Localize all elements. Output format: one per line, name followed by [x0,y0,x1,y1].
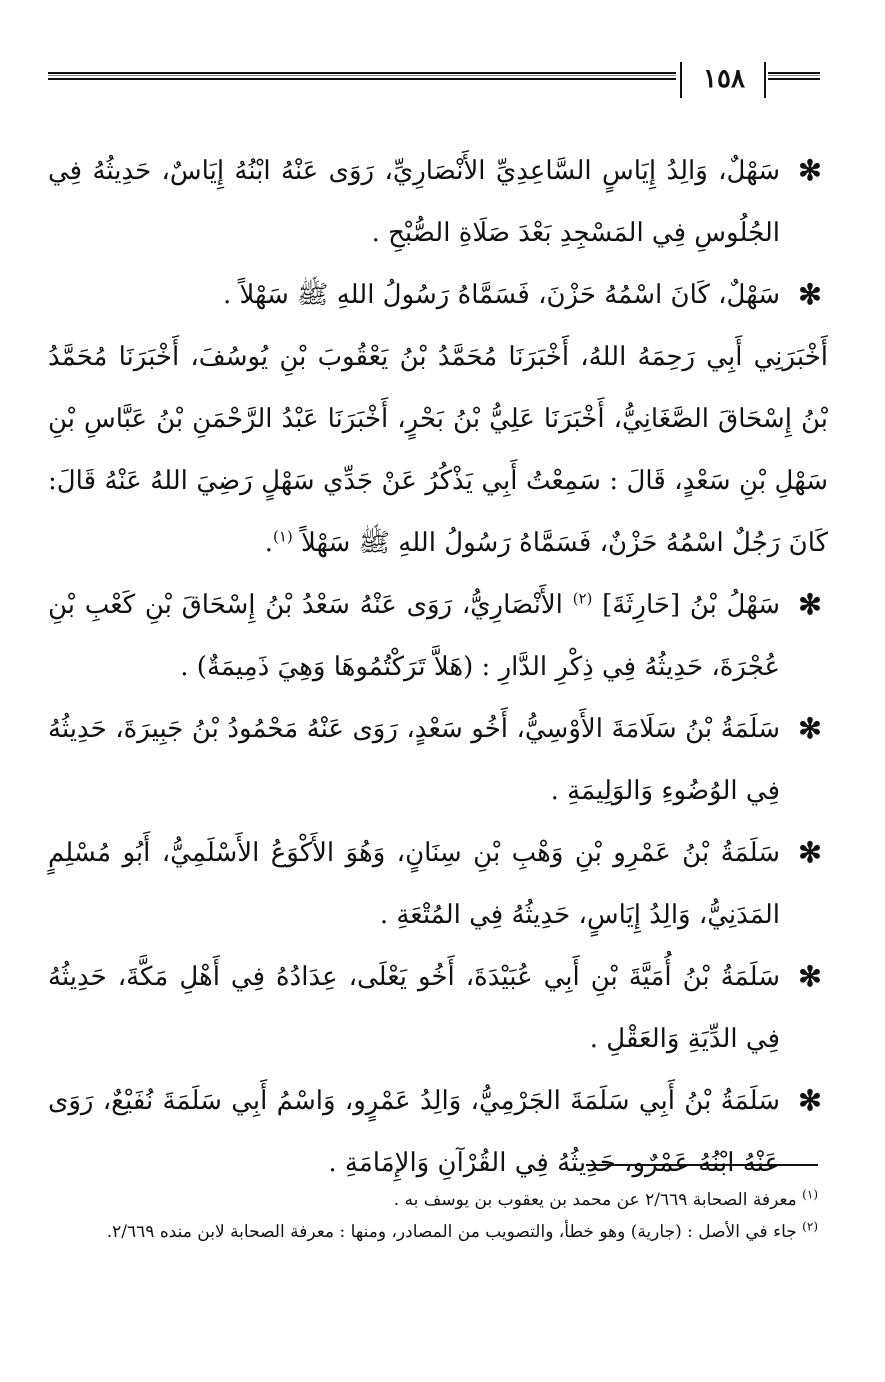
star-icon: ✻ [798,154,822,187]
star-icon: ✻ [798,278,822,311]
star-icon: ✻ [798,836,822,869]
header-divider [764,62,766,98]
entry-salama-ibn-abi-salama [48,1070,828,1194]
star-icon: ✻ [798,588,822,621]
entry-sahl-father-of-iyas [48,140,828,264]
entry-tail: الأَنْصَارِيُّ، رَوَى عَنْهُ سَعْدُ بْنُ إِسْحَاقَ بْنِ كَعْبِ بْنِ عُجْرَةَ، حَدِيثُهُ فِي ذِكْرِ الدَّارِ : (هَلاَّ تَرَكْتُمُوهَا وَهِيَ ذَمِيمَةٌ) . [48,590,780,682]
header-divider [680,62,682,98]
star-icon: ✻ [798,712,822,745]
paragraph-text: أَخْبَرَنِي أَبِي رَحِمَهُ اللهُ، أَخْبَرَنَا مُحَمَّدُ بْنُ يَعْقُوبَ بْنِ يُوسُفَ، أَخْبَرَنَا مُحَمَّدُ بْنُ إِسْحَاقَ الصَّغَانِيُّ، أَخْبَرَنَا عَلِيُّ بْنُ بَحْرٍ، أَخْبَرَنَا عَبْدُ الرَّحْمَنِ بْنُ عَبَّاسِ بْنِ سَهْلِ بْنِ سَعْدٍ، قَالَ : سَمِعْتُ أَبِي يَذْكُرُ عَنْ جَدِّي سَهْلٍ رَضِيَ اللهُ عَنْهُ قَالَ: كَانَ رَجُلٌ اسْمُهُ حَزْنٌ، فَسَمَّاهُ رَسُولُ اللهِ ﷺ سَهْلاً [48,342,828,558]
footnote-separator [586,1164,818,1166]
entry-text: سَلَمَةُ بْنُ أَبِي سَلَمَةَ الجَرْمِيُّ، وَالِدُ عَمْرٍو، وَاسْمُ أَبِي سَلَمَةَ نُفَيْعٌ، رَوَى عَنْهُ ابْنُهُ عَمْرٌو، حَدِيثُهُ فِي القُرْآنِ وَالإِمَامَةِ . [48,1086,780,1178]
footnote-ref[interactable]: (١) [272,527,293,546]
footnotes [48,1184,818,1248]
entry-text: سَهْلٌ، وَالِدُ إِيَاسٍ السَّاعِدِيِّ الأَنْصَارِيِّ، رَوَى عَنْهُ ابْنُهُ إِيَاسٌ، حَدِيثُهُ فِي الجُلُوسِ فِي المَسْجِدِ بَعْدَ صَلَاةِ الصُّبْحِ . [48,156,780,248]
star-icon: ✻ [798,960,822,993]
entry-salama-ibn-salama [48,698,828,822]
entry-sahl-ibn-haritha [48,574,828,698]
entry-text: سَلَمَةُ بْنُ أُمَيَّةَ بْنِ أَبِي عُبَيْدَةَ، أَخُو يَعْلَى، عِدَادُهُ فِي أَهْلِ مَكَّةَ، حَدِيثُهُ فِي الدِّيَةِ وَالعَقْلِ . [48,962,780,1054]
entry-text: سَهْلٌ، كَانَ اسْمُهُ حَزْنَ، فَسَمَّاهُ رَسُولُ اللهِ ﷺ سَهْلاً . [222,280,780,310]
footnote-1 [48,1184,818,1216]
footnote-2 [48,1216,818,1248]
header-rule [768,72,820,80]
page-number: ١٥٨ [703,64,745,94]
entry-sahl-named-hazn [48,264,828,326]
entry-text: سَهْلُ بْنُ [حَارِثَةَ] [602,590,781,620]
page-header [48,62,820,102]
entry-salama-ibn-umayya [48,946,828,1070]
star-icon: ✻ [798,1084,822,1117]
paragraph-tail: . [264,528,273,558]
main-text [48,140,828,1194]
footnote-text: معرفة الصحابة ٢/٦٦٩ عن محمد بن يعقوب بن يوسف به . [393,1190,797,1210]
footnote-number: (٢) [802,1219,818,1234]
entry-text: سَلَمَةُ بْنُ سَلَامَةَ الأَوْسِيُّ، أَخُو سَعْدٍ، رَوَى عَنْهُ مَحْمُودُ بْنُ جَبِيرَةَ، حَدِيثُهُ فِي الوُضُوءِ وَالوَلِيمَةِ . [48,714,780,806]
entry-text: سَلَمَةُ بْنُ عَمْرِو بْنِ وَهْبِ بْنِ سِنَانٍ، وَهُوَ الأَكْوَعُ الأَسْلَمِيُّ، أَبُو مُسْلِمٍ المَدَنِيُّ، وَالِدُ إِيَاسٍ، حَدِيثُهُ فِي المُتْعَةِ . [48,838,780,930]
footnote-number: (١) [802,1187,818,1202]
entry-salama-ibn-amr [48,822,828,946]
header-rule [48,72,676,80]
footnote-ref[interactable]: (٢) [572,589,593,608]
footnote-text: جاء في الأصل : (جارية) وهو خطأ، والتصويب من المصادر، ومنها : معرفة الصحابة لابن منده ٢/٦٦٩. [106,1222,797,1242]
isnad-paragraph [48,326,828,574]
